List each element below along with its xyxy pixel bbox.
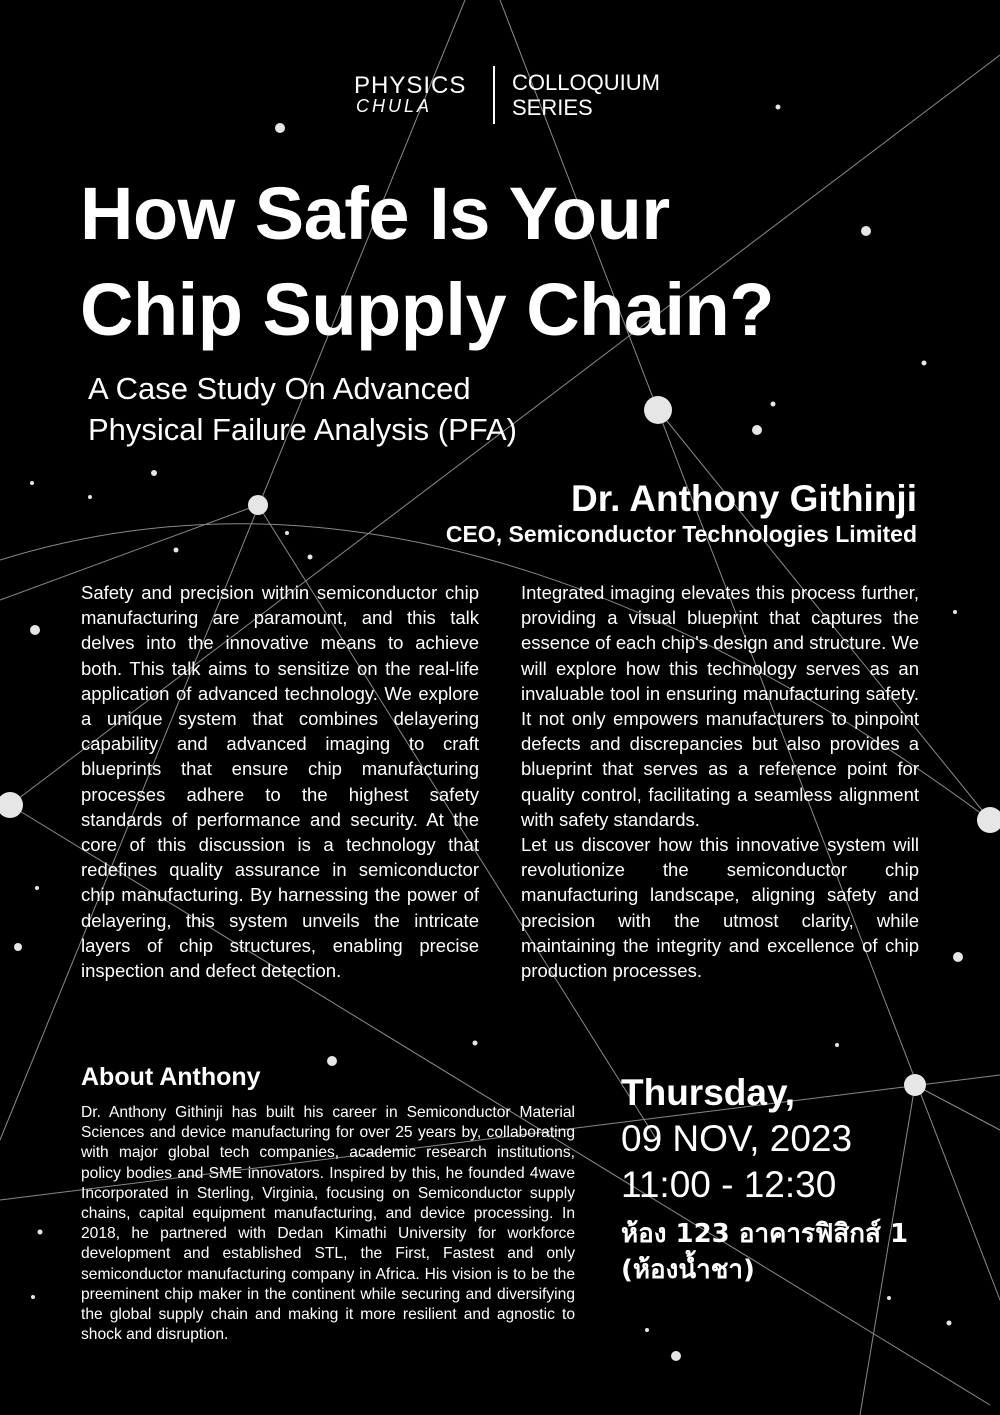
- event-venue-room: ห้อง 123 อาคารฟิสิกส์ 1: [621, 1219, 909, 1249]
- network-node: [953, 952, 963, 962]
- series-label-line1: COLLOQUIUM: [512, 70, 660, 95]
- event-venue: [621, 1216, 961, 1288]
- network-node: [248, 495, 268, 515]
- talk-subtitle: [88, 368, 788, 450]
- network-node: [35, 886, 39, 890]
- network-node: [473, 1041, 478, 1046]
- network-node: [308, 555, 313, 560]
- network-node: [0, 792, 23, 818]
- network-node: [947, 1321, 952, 1326]
- network-node: [977, 807, 1000, 833]
- abstract-paragraph: Safety and precision within semiconductor chip manufacturing are paramount, and this talk delves into the innovative means to achieve both. This talk aims to sensitize on the real-life application of advanced technology. We explore a unique system that combines delayering capability and advanced imaging to craft blueprints that ensure chip manufacturing processes adhere to the highest safety standards of performance and security. At the core of this discussion is a technology that redefines quality assurance in semiconductor chip manufacturing. By harnessing the power of delayering, this system unveils the intricate layers of chip structures, enabling precise inspection and defect detection.: [81, 582, 479, 982]
- network-node: [327, 1056, 337, 1066]
- network-node: [285, 531, 289, 535]
- network-node: [645, 1328, 649, 1332]
- network-node: [14, 943, 22, 951]
- network-node: [30, 625, 40, 635]
- network-node: [922, 361, 927, 366]
- speaker-name: Dr. Anthony Githinji: [571, 478, 917, 519]
- about-heading: About Anthony: [81, 1063, 261, 1091]
- series-label-line2: SERIES: [512, 95, 593, 120]
- event-day: Thursday,: [621, 1072, 796, 1113]
- network-node: [174, 548, 179, 553]
- network-node: [30, 481, 34, 485]
- abstract-column-left: [81, 580, 479, 983]
- event-venue-note: (ห้องน้ำชา): [621, 1255, 755, 1285]
- talk-subtitle-line1: A Case Study On Advanced: [88, 371, 471, 406]
- event-date: 09 NOV, 2023: [621, 1118, 853, 1159]
- network-node: [151, 470, 157, 476]
- physics-chula-logo: [354, 70, 684, 130]
- network-node: [31, 1295, 35, 1299]
- talk-title: [80, 166, 960, 358]
- abstract-column-right: [521, 580, 919, 983]
- talk-subtitle-line2: Physical Failure Analysis (PFA): [88, 412, 517, 447]
- logo-divider: [493, 66, 495, 124]
- abstract-paragraph: Let us discover how this innovative system will revolutionize the semiconductor chip manufacturing landscape, aligning safety and precision with the utmost clarity, while maintaining the integrity and excellence of chip production processes.: [521, 834, 919, 982]
- network-node: [887, 1296, 891, 1300]
- network-node: [88, 495, 92, 499]
- network-node: [953, 610, 957, 614]
- network-node: [835, 1043, 839, 1047]
- talk-title-line2: Chip Supply Chain?: [80, 268, 774, 351]
- network-node: [671, 1351, 681, 1361]
- event-details: [621, 1070, 961, 1288]
- speaker-role: CEO, Semiconductor Technologies Limited: [445, 521, 917, 547]
- about-body: Dr. Anthony Githinji has built his career in Semiconductor Material Sciences and device manufacturing for over 25 years by, collaborating with major global tech companies, academic research institutions, policy bodies and SME innovators. Inspired by this, he founded 4wave Incorporated in Sterling, Virginia, focusing on Semiconductor supply chains, capital equipment manufacturing, and device processing. In 2018, he partnered with Dedan Kimathi University for workforce development and established STL, the First, Fastest and only semiconductor manufacturing company in Africa. His vision is to be the preeminent chip maker in the continent while securing and diversifying the global supply chain and making it more resilient and agnostic to shock and disruption.: [81, 1104, 575, 1344]
- network-node: [776, 105, 781, 110]
- network-node: [275, 123, 285, 133]
- abstract-paragraph: Integrated imaging elevates this process further, providing a visual blueprint that captures the essence of each chip's design and structure. We will explore how this technology serves as an invaluable tool in ensuring manufacturing safety. It not only empowers manufacturers to pinpoint defects and discrepancies but also provides a blueprint that serves as a reference point for quality control, facilitating a seamless alignment with safety standards.: [521, 582, 919, 830]
- talk-title-line1: How Safe Is Your: [80, 172, 670, 255]
- network-node: [38, 1230, 43, 1235]
- event-time: 11:00 - 12:30: [621, 1164, 837, 1205]
- logo-chula-text: CHULA: [356, 96, 433, 116]
- logo-physics-text: PHYSICS: [354, 72, 467, 99]
